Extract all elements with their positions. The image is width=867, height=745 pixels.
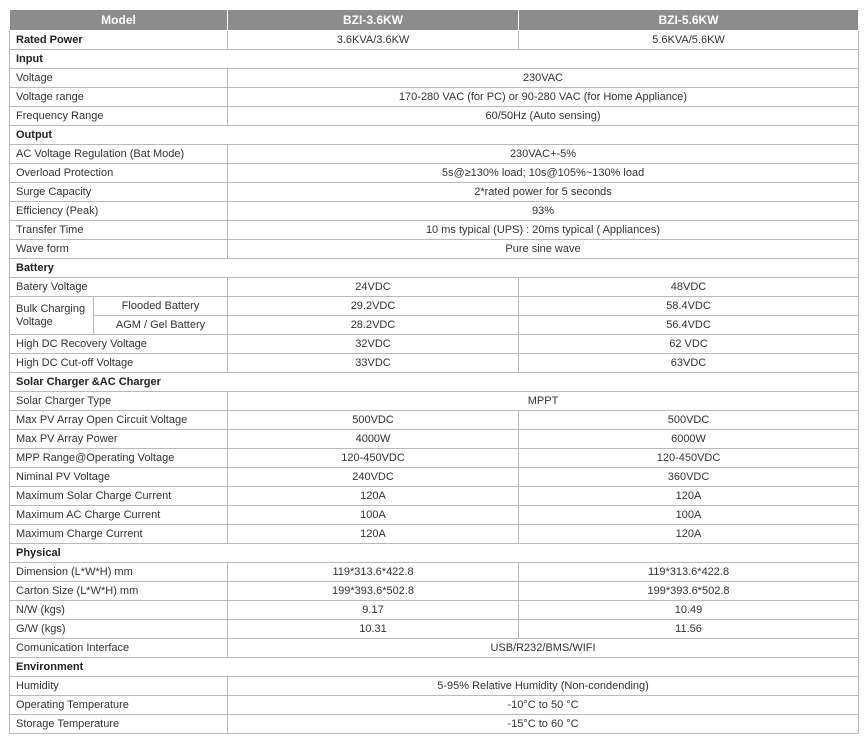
row-value: 240VDC (228, 468, 519, 487)
row-value: 11.56 (519, 620, 859, 639)
row-value: 120-450VDC (519, 449, 859, 468)
row-value: 230VAC+-5% (228, 145, 859, 164)
row-label: Operating Temperature (10, 696, 228, 715)
row-label: Comunication Interface (10, 639, 228, 658)
section-row (10, 50, 859, 69)
row-value: 119*313.6*422.8 (228, 563, 519, 582)
row-label: Rated Power (10, 31, 228, 50)
section-row (10, 658, 859, 677)
row-label: G/W (kgs) (10, 620, 228, 639)
row-label: Voltage range (10, 88, 228, 107)
row-value: 3.6KVA/3.6KW (228, 31, 519, 50)
row-label: Max PV Array Open Circuit Voltage (10, 411, 228, 430)
section-title: Physical (10, 544, 859, 563)
table-row (10, 145, 859, 164)
section-title: Solar Charger &AC Charger (10, 373, 859, 392)
row-label: AC Voltage Regulation (Bat Mode) (10, 145, 228, 164)
row-label: Batery Voltage (10, 278, 228, 297)
row-value: 120A (228, 487, 519, 506)
row-value: 5.6KVA/5.6KW (519, 31, 859, 50)
table-row (10, 316, 859, 335)
row-label: High DC Cut-off Voltage (10, 354, 228, 373)
table-row (10, 582, 859, 601)
row-label: Solar Charger Type (10, 392, 228, 411)
row-value: 62 VDC (519, 335, 859, 354)
row-value: 32VDC (228, 335, 519, 354)
row-value: 10 ms typical (UPS) : 20ms typical ( Appliances) (228, 221, 859, 240)
header-model: Model (10, 10, 228, 31)
row-value: 360VDC (519, 468, 859, 487)
row-label: Max PV Array Power (10, 430, 228, 449)
row-value: 28.2VDC (228, 316, 519, 335)
table-row (10, 620, 859, 639)
section-title: Input (10, 50, 859, 69)
table-row (10, 563, 859, 582)
table-row (10, 715, 859, 734)
row-value: 100A (228, 506, 519, 525)
row-value: 230VAC (228, 69, 859, 88)
table-row (10, 31, 859, 50)
row-value: 33VDC (228, 354, 519, 373)
row-value: 10.49 (519, 601, 859, 620)
table-row (10, 677, 859, 696)
header-row (10, 10, 859, 31)
row-label: Wave form (10, 240, 228, 259)
table-row (10, 392, 859, 411)
table-row (10, 278, 859, 297)
row-value: 500VDC (228, 411, 519, 430)
row-value: 10.31 (228, 620, 519, 639)
table-row (10, 202, 859, 221)
table-row (10, 411, 859, 430)
row-label: Voltage (10, 69, 228, 88)
row-value: 6000W (519, 430, 859, 449)
row-value: 120A (228, 525, 519, 544)
row-label: Storage Temperature (10, 715, 228, 734)
row-value: 24VDC (228, 278, 519, 297)
row-value: 63VDC (519, 354, 859, 373)
row-label: Maximum Solar Charge Current (10, 487, 228, 506)
table-row (10, 221, 859, 240)
row-value: 5s@≥130% load; 10s@105%~130% load (228, 164, 859, 183)
table-row (10, 696, 859, 715)
row-label: Carton Size (L*W*H) mm (10, 582, 228, 601)
row-label: Niminal PV Voltage (10, 468, 228, 487)
section-title: Environment (10, 658, 859, 677)
row-value: 56.4VDC (519, 316, 859, 335)
header-model-2: BZI-5.6KW (519, 10, 859, 31)
row-value: 199*393.6*502.8 (228, 582, 519, 601)
row-value: 48VDC (519, 278, 859, 297)
row-value: 5-95% Relative Humidity (Non-condending) (228, 677, 859, 696)
row-value: 500VDC (519, 411, 859, 430)
table-row (10, 183, 859, 202)
row-sublabel: AGM / Gel Battery (94, 316, 228, 335)
row-label: Surge Capacity (10, 183, 228, 202)
row-label: Overload Protection (10, 164, 228, 183)
section-title: Battery (10, 259, 859, 278)
row-value: 119*313.6*422.8 (519, 563, 859, 582)
row-label: Maximum AC Charge Current (10, 506, 228, 525)
row-value: 120-450VDC (228, 449, 519, 468)
table-row (10, 468, 859, 487)
row-value: 60/50Hz (Auto sensing) (228, 107, 859, 126)
row-label: Humidity (10, 677, 228, 696)
row-value: 29.2VDC (228, 297, 519, 316)
table-row (10, 297, 859, 316)
row-value: USB/R232/BMS/WIFI (228, 639, 859, 658)
table-row (10, 240, 859, 259)
header-model-1: BZI-3.6KW (228, 10, 519, 31)
table-row (10, 164, 859, 183)
section-row (10, 373, 859, 392)
table-row (10, 487, 859, 506)
row-value: 120A (519, 525, 859, 544)
row-sublabel: Flooded Battery (94, 297, 228, 316)
table-row (10, 430, 859, 449)
row-value: -15°C to 60 °C (228, 715, 859, 734)
table-row (10, 88, 859, 107)
row-label: High DC Recovery Voltage (10, 335, 228, 354)
row-label: Transfer Time (10, 221, 228, 240)
row-label: Efficiency (Peak) (10, 202, 228, 221)
table-row (10, 449, 859, 468)
section-row (10, 544, 859, 563)
table-row (10, 525, 859, 544)
row-value: 9.17 (228, 601, 519, 620)
table-row (10, 639, 859, 658)
section-row (10, 126, 859, 145)
section-row (10, 259, 859, 278)
row-value: 100A (519, 506, 859, 525)
row-label: Frequency Range (10, 107, 228, 126)
row-value: 4000W (228, 430, 519, 449)
table-row (10, 335, 859, 354)
row-value: 2*rated power for 5 seconds (228, 183, 859, 202)
row-value: -10°C to 50 °C (228, 696, 859, 715)
table-row (10, 506, 859, 525)
section-title: Output (10, 126, 859, 145)
bulk-charging-label: Bulk Charging Voltage (10, 297, 94, 335)
table-row (10, 354, 859, 373)
table-row (10, 69, 859, 88)
row-value: 58.4VDC (519, 297, 859, 316)
row-label: MPP Range@Operating Voltage (10, 449, 228, 468)
row-value: 170-280 VAC (for PC) or 90-280 VAC (for Home Appliance) (228, 88, 859, 107)
row-value: MPPT (228, 392, 859, 411)
row-value: 120A (519, 487, 859, 506)
row-value: 199*393.6*502.8 (519, 582, 859, 601)
row-label: N/W (kgs) (10, 601, 228, 620)
spec-table (9, 9, 859, 734)
table-row (10, 107, 859, 126)
row-label: Dimension (L*W*H) mm (10, 563, 228, 582)
row-label: Maximum Charge Current (10, 525, 228, 544)
table-row (10, 601, 859, 620)
row-value: Pure sine wave (228, 240, 859, 259)
row-value: 93% (228, 202, 859, 221)
